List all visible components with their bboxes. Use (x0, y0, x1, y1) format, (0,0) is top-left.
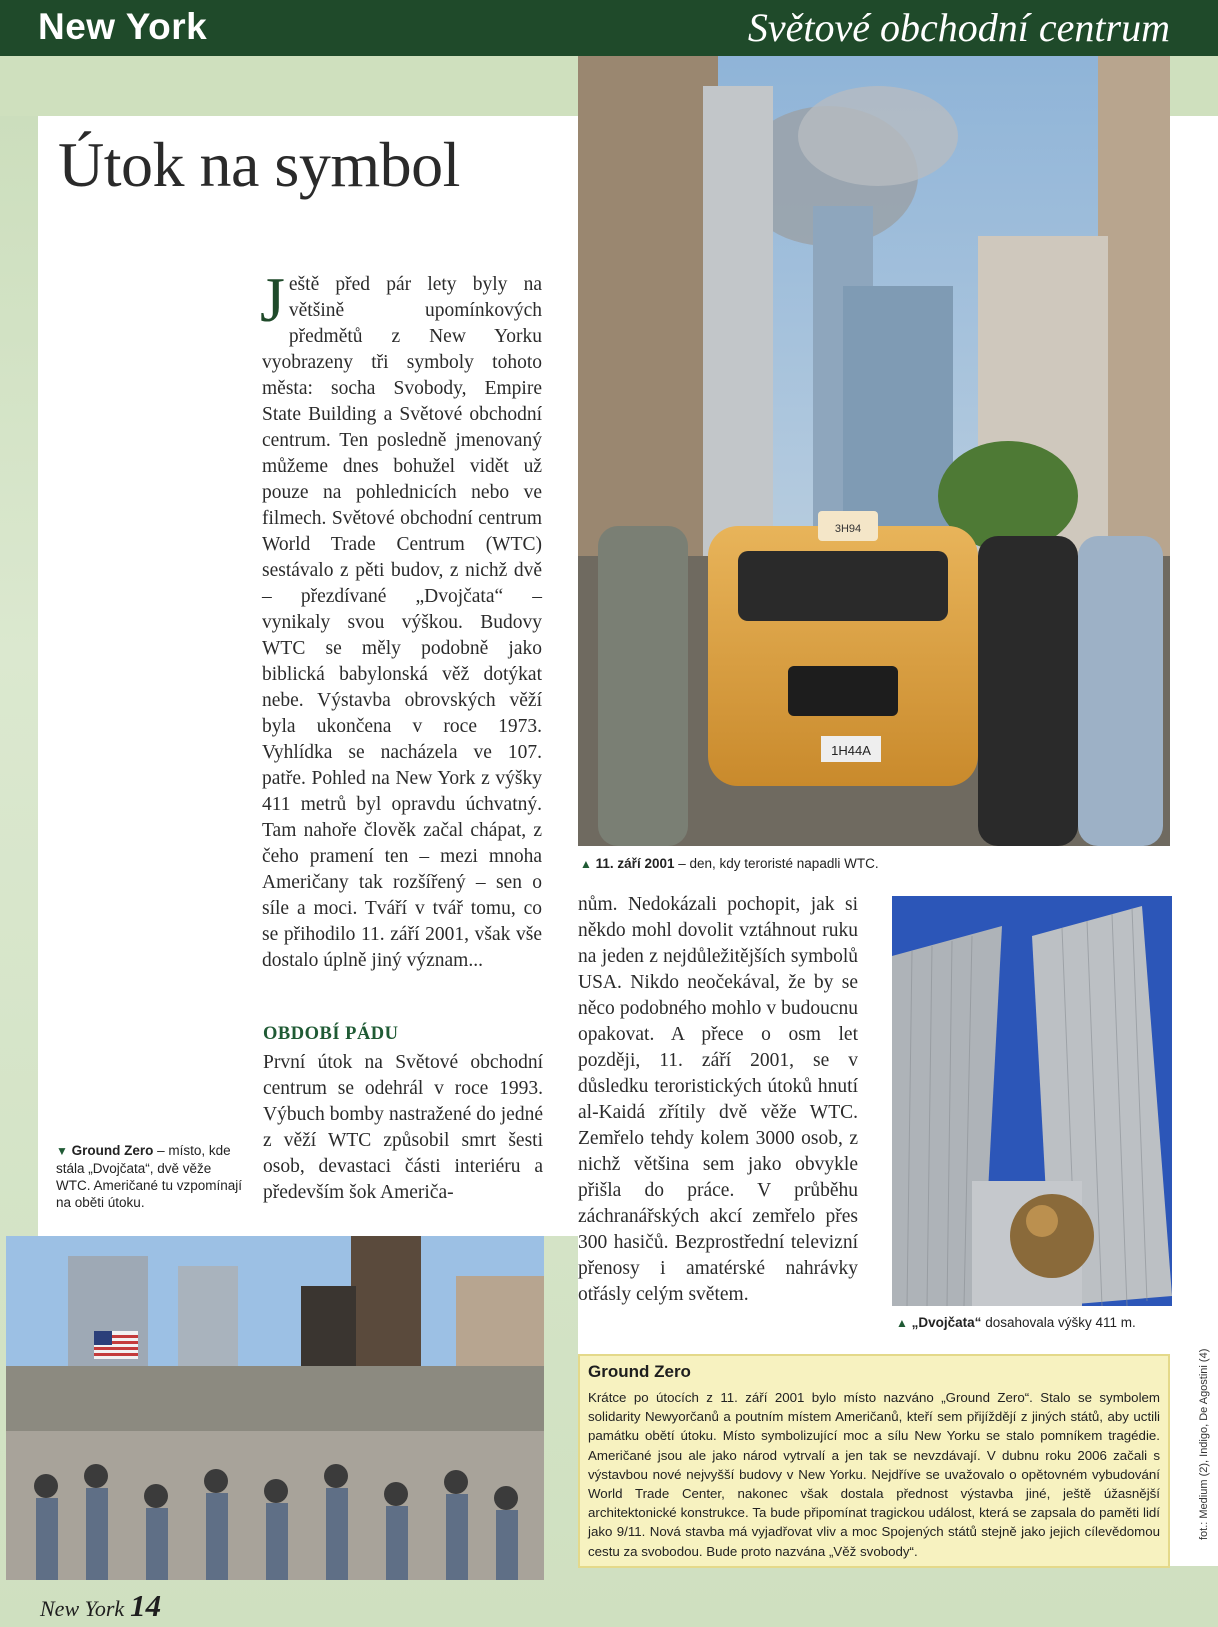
section-paragraph-2: nům. Nedokázali pochopit, jak si někdo mohl dovolit vztáhnout ruku na jeden z nejdůležitějších symbolů USA. Nikdo neočekával, že by se něco podobného mohlo v budoucnu opakovat. A přece o osm let později, 11. září 2001, se v důsledku teroristických útoků hnutí al-Kaidá zřítily dvě věže WTC. Zemřelo tehdy kolem 3000 osob, z nichž většina sem jako obvykle přišla do práce. V průběhu záchranářských akcí zemřelo přes 300 hasičů. Bezprostřední televizní přenosy i amatérské nahrávky otřásly celým světem. (578, 894, 858, 1305)
footer-label: New York (40, 1596, 125, 1621)
infobox-text: Krátce po útocích z 11. září 2001 bylo místo nazváno „Ground Zero“. Stalo se symbolem solidarity Newyorčanů a poutním místem Američanů, kteří sem přijíždějí z jiných států, aby uctili památku obětí útoku. Místo symbolizující moc a sílu New Yorku se stalo pomníkem tragédie. Američané jsou ale jako národ vytrvalí a jen tak se nevzdávají. V dubnu roku 2006 začali s výstavbou nové nejvyšší budovy v New Yorku. Nejdříve se uvažovalo o opětovném vybudování World Trade Center, nakonec však dostala přednost výstavba jiné, ještě úžasnější architektonické konstrukce. Ta bude připomínat tragickou událost, která se zapsala do paměti lidí jako 9/11. Nová stavba má vyjadřovat vliv a moc Spojených států stejně jako jejich cílevědomou cestu za svobodou. Bude proto nazvána „Věž svobody“. (588, 1390, 1160, 1559)
caption-ground-bold: Ground Zero (71, 1143, 154, 1158)
caption-twin-bold: „Dvojčata“ (911, 1315, 982, 1330)
caption-main-rest: – den, kdy teroristé napadli WTC. (674, 856, 879, 871)
page-number: 14 (130, 1588, 162, 1623)
triangle-up-icon: ▲ (580, 857, 592, 871)
section-paragraph-1: První útok na Světové obchodní centrum se odehrál v roce 1993. Výbuch bomby nastražené do jedné z věží WTC způsobil smrt šesti osob, devastaci části interiéru a především šok Američa- (263, 1052, 543, 1203)
caption-main-photo (580, 855, 879, 873)
caption-ground-zero (56, 1142, 246, 1211)
header-topic: Světové obchodní centrum (747, 5, 1170, 50)
caption-main-bold: 11. září 2001 (595, 856, 675, 871)
license-plate-text: 1H44A (831, 743, 871, 758)
section-heading: OBDOBÍ PÁDU (263, 1024, 399, 1044)
intro-paragraph (260, 264, 542, 974)
photo-ground-zero (6, 1236, 544, 1580)
intro-text: eště před pár lety byly na většině upomínkových předmětů z New Yorku vyobrazeny tři symboly tohoto města: socha Svobody, Empire State Building a Světové obchodní centrum. Ten posledně jmenovaný můžeme dnes bohužel vidět už pouze na pohlednicích nebo ve filmech. Světové obchodní centrum World Trade Centrum (WTC) sestávalo z pěti budov, z nichž dvě – přezdívané „Dvojčata“ – vynikaly svou výškou. Budovy WTC se měly podobně jako biblická babylonská věž dotýkat nebe. Výstavba obrovských věží byla ukončena v roce 1973. Vyhlídka se nacházela ve 107. patře. Pohled na New York z výšky 411 metrů byl opravdu úchvatný. Tam nahoře člověk začal chápat, z čeho pramení ten – mezi mnoha Američany tak rozšířený – sen o síle a moci. Tváří v tvář tomu, co se přihodilo 11. září 2001, však vše dostalo úplně jiný význam... (262, 274, 542, 971)
photo-twin-towers (892, 896, 1172, 1306)
header-city: New York (38, 6, 208, 47)
triangle-up-icon: ▲ (896, 1316, 908, 1330)
caption-twin-rest: dosahovala výšky 411 m. (981, 1315, 1136, 1330)
header-bar (0, 0, 1218, 56)
paper-edge (1170, 116, 1218, 1566)
article-title: Útok na symbol (58, 129, 460, 200)
caption-ground-rest: – místo, kde stála „Dvojčata“, dvě věže WTC. Američané tu vzpomínají na oběti útoku. (56, 1143, 243, 1210)
photo-credit: fot.: Medium (2), Indigo, De Agostini (4) (1198, 1348, 1210, 1540)
page-footer (40, 1588, 161, 1624)
infobox-title: Ground Zero (588, 1362, 691, 1381)
ground-zero-infobox (578, 1354, 1170, 1568)
caption-twin-towers (896, 1314, 1136, 1332)
dropcap: J (260, 264, 285, 335)
taxi-roof-text: 3H94 (834, 523, 862, 535)
triangle-down-icon: ▼ (56, 1144, 68, 1158)
photo-sept-11-street (578, 56, 1170, 846)
